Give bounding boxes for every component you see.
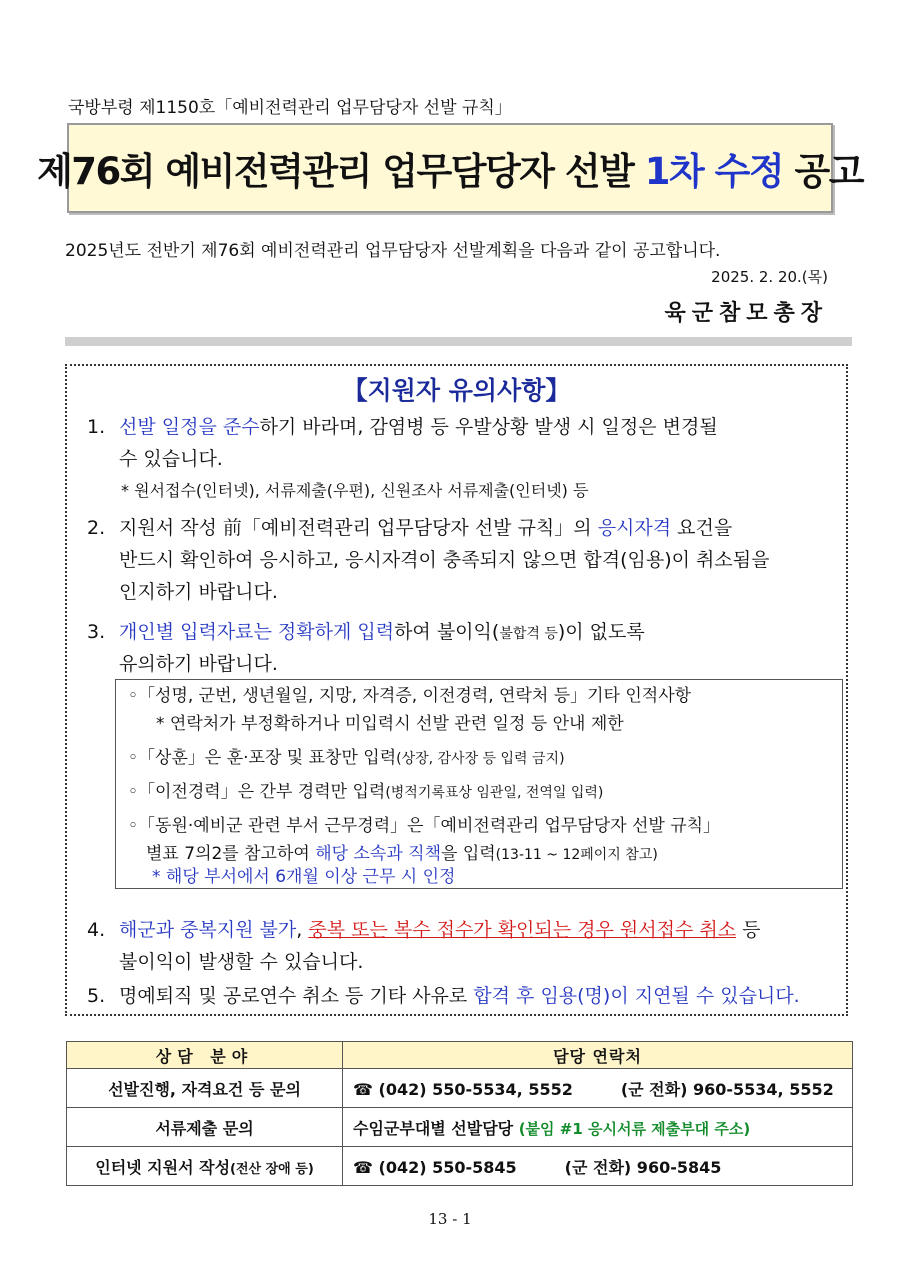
table-header: 담당 연락처	[343, 1042, 853, 1069]
intro-text: 2025년도 전반기 제76회 예비전력관리 업무담당자 선발계획을 다음과 같이 공고합니다.	[65, 241, 721, 261]
notice-title: 【지원자 유의사항】	[342, 376, 571, 405]
input-guidelines-box: ◦「성명, 군번, 생년월일, 지망, 자격증, 이전경력, 연락처 등」기타 인적사항 * 연락처가 부정확하거나 미입력시 선발 관련 일정 등 안내 제한 ◦「상훈」은 훈·포장 및 표창만 입력(상장, 감사장 등 입력 금지) ◦「이전경력」은 간부 경력만 입력(병적기록표상 임관일, 전역일 입력) ◦「동원·예비군 관련 부서 근무경력」은「예비전력관리 업무담당자 선발 규칙」 별표 7의2를 참고하여 해당 소속과 직책을 입력(13-11 ~ 12페이지 참고) * 해당 부서에서 6개월 이상 근무 시 인정	[115, 679, 843, 889]
military-phone: (군 전화) 960-5534, 5552	[620, 1079, 834, 1099]
title-highlight: 1차 수정	[644, 150, 784, 193]
table-row: 선발진행, 자격요건 등 문의 ☎ (042) 550-5534, 5552 (군 전화) 960-5534, 5552	[67, 1069, 853, 1108]
table-header-row	[67, 1042, 853, 1069]
page-title: 제76회 예비전력관리 업무담당자 선발 1차 수정 공고	[37, 150, 863, 193]
phone-number: ☎ (042) 550-5845	[353, 1157, 517, 1177]
military-phone: (군 전화) 960-5845	[564, 1157, 722, 1177]
signer: 육군참모총장	[664, 301, 828, 326]
page-number: 13 - 1	[428, 1210, 472, 1228]
table-row: 인터넷 지원서 작성(전산 장애 등) ☎ (042) 550-5845 (군 전화) 960-5845	[67, 1147, 853, 1186]
applicant-notice-box: 【지원자 유의사항】 1. 선발 일정을 준수하기 바라며, 감염병 등 우발상황 발생 시 일정은 변경될 수 있습니다. * 원서접수(인터넷), 서류제출(우편), 신원조사 서류제출(인터넷) 등 2. 지원서 작성 前「예비전력관리 업무담당자 선발 규칙」의 응시자격 요건을 반드시 확인하여 응시하고, 응시자격이 충족되지 않으면 합격(임용)이 취소됨을 인지하기 바랍니다. 3. 개인별 입력자료는 정확하게 입력하여 불이익(불합격 등)이 없도록 유의하기 바랍니다. ◦「성명, 군번, 생년월일, 지망, 자격증, 이전경력, 연락처 등」기타 인적사항 * 연락처가 부정확하거나 미입력시 선발 관련 일정 등 안내 제한 ◦「상훈」은 훈·포장 및 표창만 입력(상장, 감사장 등 입력 금지) ◦「이전경력」은 간부 경력만 입력(병적기록표상 임관일, 전역일 입력) ◦「동원·예비군 관련 부서 근무경력」은「예비전력관리 업무담당자 선발 규칙」 별표 7의2를 참고하여 해당 소속과 직책을 입력(13-11 ~ 12페이지 참고) * 해당 부서에서 6개월 이상 근무 시 인정 4. 해군과 중복지원 불가, 중복 또는 복수 접수가 확인되는 경우 원서접수 취소 등 불이익이 발생할 수 있습니다. 5. 명예퇴직 및 공로연수 취소 등 기타 사유로 합격 후 임용(명)이 지연될 수 있습니다.	[65, 364, 848, 1016]
regulation-header: 국방부령 제1150호「예비전력관리 업무담당자 선발 규칙」	[68, 98, 512, 118]
table-header: 상담 분야	[67, 1042, 343, 1069]
divider	[65, 337, 852, 346]
contact-table	[66, 1041, 853, 1186]
notice-item-1-note: * 원서접수(인터넷), 서류제출(우편), 신원조사 서류제출(인터넷) 등	[121, 481, 589, 500]
title-box	[37, 123, 863, 213]
announcement-date: 2025. 2. 20.(목)	[711, 268, 828, 286]
table-row: 서류제출 문의 수임군부대별 선발담당 (붙임 #1 응시서류 제출부대 주소)	[67, 1108, 853, 1147]
phone-number: ☎ (042) 550-5534, 5552	[353, 1079, 573, 1099]
